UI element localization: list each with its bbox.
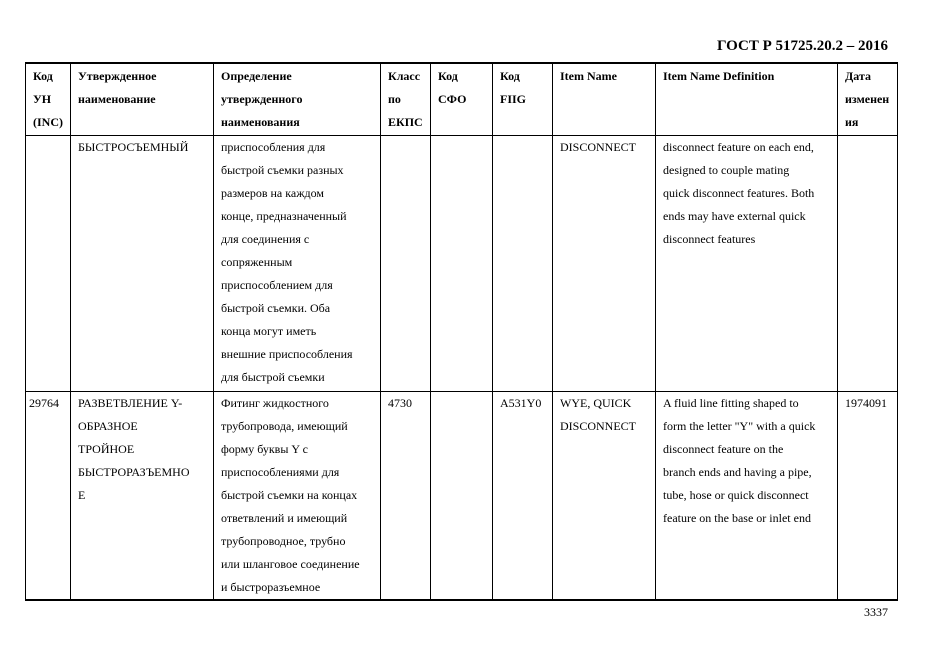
- header-fiig-code: Код FIIG: [493, 63, 553, 136]
- cell-inc: 29764: [26, 392, 71, 601]
- cell-inc: [26, 136, 71, 392]
- cell-change-date: 1974091: [838, 392, 898, 601]
- header-ekps-class: Класс по ЕКПС: [381, 63, 431, 136]
- table-row: [26, 392, 898, 601]
- header-inc: Код УН (INC): [26, 63, 71, 136]
- cell-definition: приспособления для быстрой съемки разных размеров на каждом конце, предназначенный для соединения с сопряженным приспособлением для быстрой съемки. Оба конца могут иметь внешние приспособления для быстрой съемки: [214, 136, 381, 392]
- header-sfo-code: Код СФО: [431, 63, 493, 136]
- cell-ekps-class: [381, 136, 431, 392]
- header-row: [26, 63, 898, 136]
- page-number: 3337: [864, 605, 888, 619]
- cell-change-date: [838, 136, 898, 392]
- cell-definition: Фитинг жидкостного трубопровода, имеющий форму буквы Y с приспособлениями для быстрой съемки на концах ответвлений и имеющий трубопроводное, трубно или шланговое соединение и быстроразъемное: [214, 392, 381, 601]
- catalog-table: [25, 62, 898, 601]
- header-item-name-definition: Item Name Definition: [656, 63, 838, 136]
- cell-fiig-code: [493, 136, 553, 392]
- header-item-name: Item Name: [553, 63, 656, 136]
- header-approved-name: Утвержденное наименование: [71, 63, 214, 136]
- cell-item-name: WYE, QUICK DISCONNECT: [553, 392, 656, 601]
- header-change-date: Дата изменен ия: [838, 63, 898, 136]
- cell-approved-name: БЫСТРОСЪЕМНЫЙ: [71, 136, 214, 392]
- cell-sfo-code: [431, 392, 493, 601]
- cell-item-name-definition: disconnect feature on each end, designed to couple mating quick disconnect features. Both ends may have external quick disconnect features: [656, 136, 838, 392]
- header-definition: Определение утвержденного наименования: [214, 63, 381, 136]
- document-title: ГОСТ Р 51725.20.2 – 2016: [716, 38, 888, 54]
- table-row: [26, 136, 898, 392]
- cell-approved-name: РАЗВЕТВЛЕНИЕ Y- ОБРАЗНОЕ ТРОЙНОЕ БЫСТРОРАЗЪЕМНО Е: [71, 392, 214, 601]
- cell-ekps-class: 4730: [381, 392, 431, 601]
- cell-fiig-code: A531Y0: [493, 392, 553, 601]
- cell-sfo-code: [431, 136, 493, 392]
- cell-item-name-definition: A fluid line fitting shaped to form the letter "Y" with a quick disconnect feature on the branch ends and having a pipe, tube, hose or quick disconnect feature on the base or inlet end: [656, 392, 838, 601]
- cell-item-name: DISCONNECT: [553, 136, 656, 392]
